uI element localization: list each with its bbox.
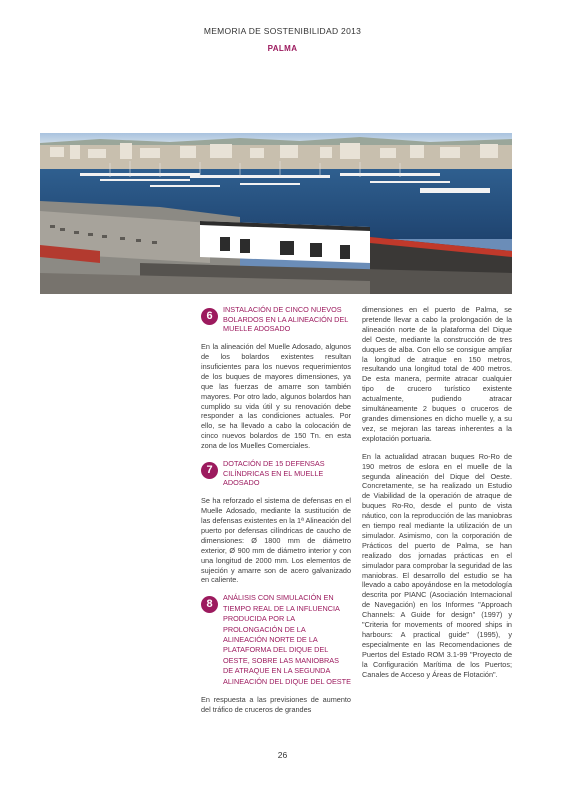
section-7-heading xyxy=(201,459,351,488)
section-number-badge: 8 xyxy=(201,596,218,613)
document-header-title: MEMORIA DE SOSTENIBILIDAD 2013 xyxy=(203,26,362,36)
section-8-heading xyxy=(201,593,351,687)
left-column xyxy=(201,305,351,723)
page-number: 26 xyxy=(277,750,288,760)
section-number-badge: 7 xyxy=(201,462,218,479)
section-8-paragraph-2: En la actualidad atracan buques Ro-Ro de 190 metros de eslora en el muelle de la segunda alineación del Dique del Oeste. Concretamente, se ha realizado un Estudio de Viabilidad de la operación de atraque de buques Ro-Ro, desde el punto de vista náutico, con la reproducción de las maniobras en tiempo real mediante la utilización de un simulador. Asimismo, con la corporación de Prácticos del puerto de Palma, se han realizado dos jornadas prácticas en el simulador para comprobar la seguridad de las maniobras. El desarrollo del estudio se ha llevado a cabo apoyándose en la metodología descrita por PIANC (Asociación Internacional de Navegación) en los Informes "Approach Channels: A Guide for design" (1997) y "Criteria for movements of moored ships in harbours: A practical guide" (1995), y especialmente en las Recomendaciones de Puertos del Estado ROM 3.1-99 "Proyecto de la Configuración Marítima de los Puertos; Canales de Acceso y Áreas de Flotación". xyxy=(362,451,512,679)
section-8-paragraph-1: En respuesta a las previsiones de aumento del tráfico de cruceros de grandes xyxy=(201,695,351,714)
port-photo xyxy=(40,133,512,294)
section-title: ANÁLISIS CON SIMULACIÓN EN TIEMPO REAL DE LA INFLUENCIA PRODUCIDA POR LA PROLONGACIÓN DE LA ALINEACIÓN NORTE DE LA PLATAFORMA DEL DIQUE DEL OESTE, SOBRE LAS MANIOBRAS DE ATRAQUE EN LA SEGUNDA ALINEACIÓN DEL DIQUE DEL OESTE xyxy=(223,593,351,686)
section-8-paragraph-1-continued: dimensiones en el puerto de Palma, se pretende llevar a cabo la prolongación de la alineación norte de la plataforma del Dique del Oeste, mediante la construcción de tres duques de alba. Con ello se consigue ampliar la longitud de atraque en 150 metros, resultando una longitud total de 400 metros. De esta manera, permite atracar cualquier tipo de crucero turístico existente actualmente, pudiendo atracar simultáneamente 2 buques o cruceros de grandes dimensiones en dicho muelle y, a su vez, se mejoran las tareas inherentes a la explotación portuaria. xyxy=(362,305,512,443)
section-6-paragraph: En la alineación del Muelle Adosado, algunos de los bolardos existentes resultan insuficientes para los nuevos requerimientos de los buques de mayores dimensiones, ya que las fuerzas de amarre son también mayores. Por otro lado, algunos bolardos han cumplido su vida útil y su renovación debe responder a las condiciones actuales. Por ello, se ha llevado a cabo la colocación de cinco nuevos bolardos de 150 Tn. en esta zona de los Muelles Comerciales. xyxy=(201,342,351,451)
right-column xyxy=(362,305,512,688)
section-6-heading xyxy=(201,305,351,334)
section-number-badge: 6 xyxy=(201,308,218,325)
document-header-subtitle: PALMA xyxy=(267,44,298,53)
section-title: INSTALACIÓN DE CINCO NUEVOS BOLARDOS EN LA ALINEACIÓN DEL MUELLE ADOSADO xyxy=(223,305,349,334)
section-title: DOTACIÓN DE 15 DEFENSAS CILÍNDRICAS EN EL MUELLE ADOSADO xyxy=(223,459,325,488)
section-7-paragraph: Se ha reforzado el sistema de defensas en el Muelle Adosado, mediante la sustitución de las defensas existentes en la 1ª Alineación del puerto por defensas cilíndricas de caucho de dimensiones: Ø 1800 mm de diámetro exterior, Ø 900 mm de diámetro interior y con una longitud de 2000 mm. Los elementos de sujeción y amarre son de acero galvanizado en caliente. xyxy=(201,496,351,585)
